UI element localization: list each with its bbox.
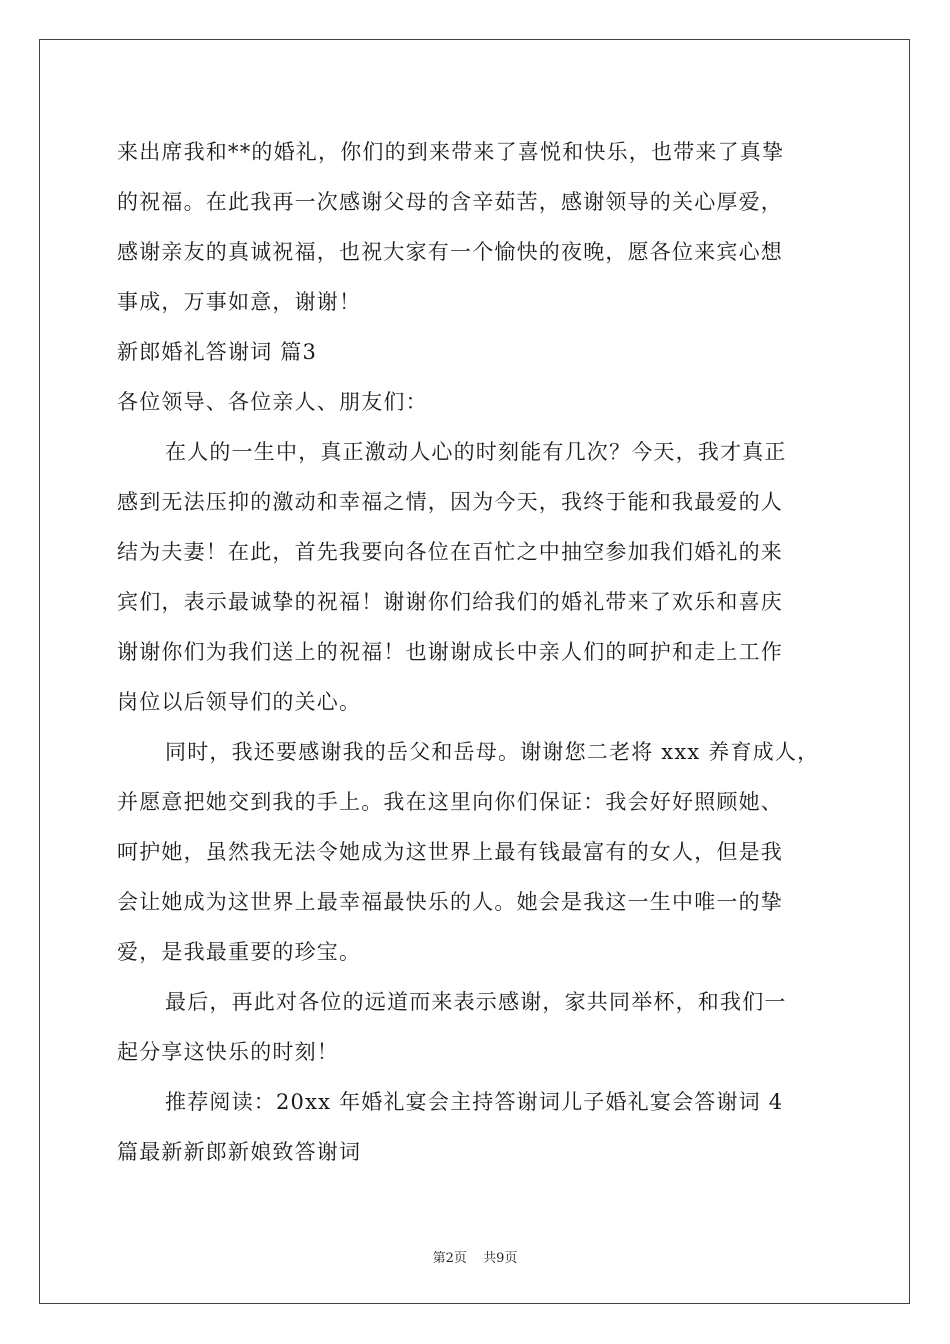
- text-line: 篇最新新郎新娘致答谢词: [117, 1140, 362, 1164]
- text-line: 的祝福。在此我再一次感谢父母的含辛茹苦，感谢领导的关心厚爱，: [117, 190, 783, 214]
- text-line: 呵护她，虽然我无法令她成为这世界上最有钱最富有的女人，但是我: [117, 840, 783, 864]
- page-number-total: 共9页: [483, 1251, 518, 1266]
- text-line: 结为夫妻！在此，首先我要向各位在百忙之中抽空参加我们婚礼的来: [117, 540, 783, 564]
- text-line: 推荐阅读：20xx 年婚礼宴会主持答谢词儿子婚礼宴会答谢词 4: [165, 1090, 784, 1114]
- text-line: 事成，万事如意，谢谢！: [117, 290, 362, 314]
- paragraph-closing: [117, 977, 833, 1077]
- salutation: 各位领导、各位亲人、朋友们：: [117, 390, 428, 414]
- text-line: 同时，我还要感谢我的岳父和岳母。谢谢您二老将 xxx 养育成人，: [165, 740, 820, 764]
- text-line: 最后，再此对各位的远道而来表示感谢，家共同举杯，和我们一: [165, 990, 787, 1014]
- document-body: [117, 127, 833, 1177]
- text-line: 感到无法压抑的激动和幸福之情，因为今天，我终于能和我最爱的人: [117, 490, 783, 514]
- text-line: 并愿意把她交到我的手上。我在这里向你们保证：我会好好照顾她、: [117, 790, 783, 814]
- page-footer: [0, 1247, 950, 1266]
- page-number-current: 第2页: [432, 1251, 467, 1266]
- paragraph-thanks-parents: [117, 727, 833, 977]
- paragraph-recommended-reading: [117, 1077, 833, 1177]
- paragraph-continued: [117, 127, 833, 327]
- paragraph-opening: [117, 427, 833, 727]
- text-line: 来出席我和**的婚礼，你们的到来带来了喜悦和快乐，也带来了真挚: [117, 140, 785, 164]
- text-line: 爱，是我最重要的珍宝。: [117, 940, 362, 964]
- text-line: 感谢亲友的真诚祝福，也祝大家有一个愉快的夜晚，愿各位来宾心想: [117, 240, 783, 264]
- text-line: 谢谢你们为我们送上的祝福！也谢谢成长中亲人们的呵护和走上工作: [117, 640, 783, 664]
- text-line: 在人的一生中，真正激动人心的时刻能有几次？今天，我才真正: [165, 440, 787, 464]
- text-line: 起分享这快乐的时刻！: [117, 1040, 339, 1064]
- section-heading: 新郎婚礼答谢词 篇3: [117, 340, 318, 364]
- text-line: 会让她成为这世界上最幸福最快乐的人。她会是我这一生中唯一的挚: [117, 890, 783, 914]
- text-line: 宾们，表示最诚挚的祝福！谢谢你们给我们的婚礼带来了欢乐和喜庆: [117, 590, 783, 614]
- text-line: 岗位以后领导们的关心。: [117, 690, 362, 714]
